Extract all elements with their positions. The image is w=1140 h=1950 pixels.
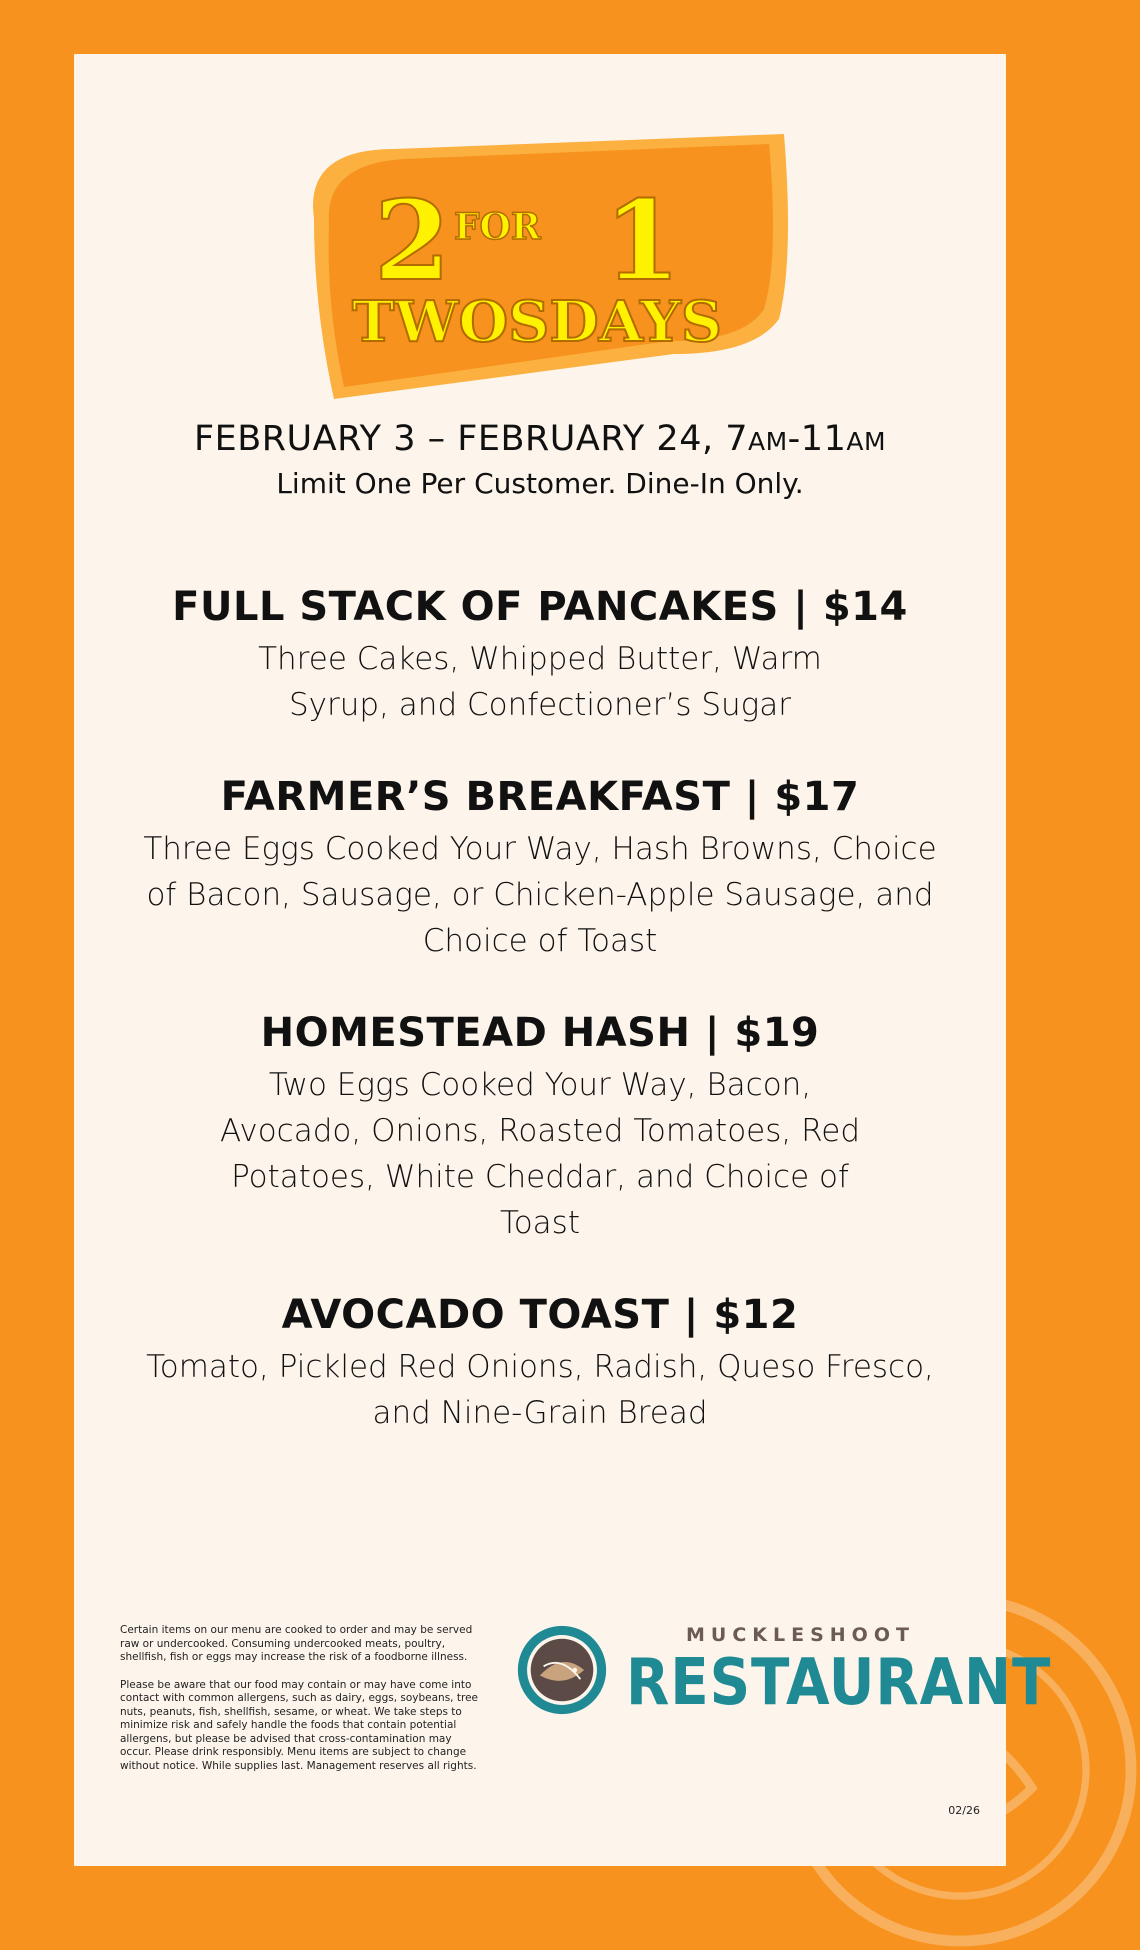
menu-item-title: FARMER’S BREAKFAST | $17	[220, 774, 860, 820]
promo-title: TWOSDAYS	[352, 289, 722, 355]
print-code: 02/26	[948, 1804, 980, 1817]
limit-note: Limit One Per Customer. Dine-In Only.	[276, 467, 804, 500]
date-range: FEBRUARY 3 – FEBRUARY 24, 7AM-11AM	[193, 419, 887, 459]
menu-item-title: FULL STACK OF PANCAKES | $14	[172, 584, 908, 630]
menu-item-homestead-hash	[124, 1010, 956, 1246]
salmon-emblem-icon	[516, 1624, 608, 1716]
date-block	[74, 419, 1006, 500]
menu-item-farmers-breakfast	[124, 774, 956, 964]
promo-for: FOR	[454, 206, 541, 248]
disclaimer-allergens: Please be aware that our food may contain or may have come into contact with common allergens, such as dairy, eggs, soybeans, tree nuts, peanuts, fish, shellfish, sesame, or wheat. We take steps to minimize risk and safely handle the foods that contain potential allergens, but please be advised that cross-contamination may occur. Please drink responsibly. Menu items are subject to change without notice. While supplies last. Management reserves all rights.	[120, 1678, 478, 1772]
promo-number-one: 1	[604, 176, 681, 305]
menu-item-pancakes	[124, 584, 956, 728]
menu-item-desc: Three Eggs Cooked Your Way, Hash Browns, Choice of Bacon, Sausage, or Chicken-Apple Sausage, and Choice of Toast	[143, 831, 937, 959]
menu-item-title: HOMESTEAD HASH | $19	[260, 1010, 820, 1056]
menu-item-desc: Tomato, Pickled Red Onions, Radish, Queso Fresco, and Nine-Grain Bread	[146, 1349, 934, 1431]
menu-item-title: AVOCADO TOAST | $12	[281, 1292, 799, 1338]
promo-banner	[274, 109, 794, 409]
disclaimer	[120, 1624, 480, 1787]
menu-card	[74, 54, 1052, 1866]
restaurant-logo	[516, 1620, 1052, 1720]
logo-subtitle: MUCKLESHOOT	[686, 1624, 915, 1646]
logo-name: RESTAURANT	[626, 1646, 1052, 1720]
promo-banner-graphic	[274, 109, 794, 409]
disclaimer-food-safety: Certain items on our menu are cooked to order and may be served raw or undercooked. Consuming undercooked meats, poultry, shellfish, fish or eggs may increase the risk of a foodborne illness.	[120, 1624, 473, 1663]
menu-item-desc: Three Cakes, Whipped Butter, Warm Syrup, and Confectioner’s Sugar	[258, 641, 822, 723]
promo-number-two: 2	[374, 176, 451, 305]
menu-list	[124, 584, 956, 1482]
menu-item-desc: Two Eggs Cooked Your Way, Bacon, Avocado, Onions, Roasted Tomatoes, Red Potatoes, White Cheddar, and Choice of Toast	[219, 1067, 861, 1241]
menu-item-avocado-toast	[124, 1292, 956, 1436]
